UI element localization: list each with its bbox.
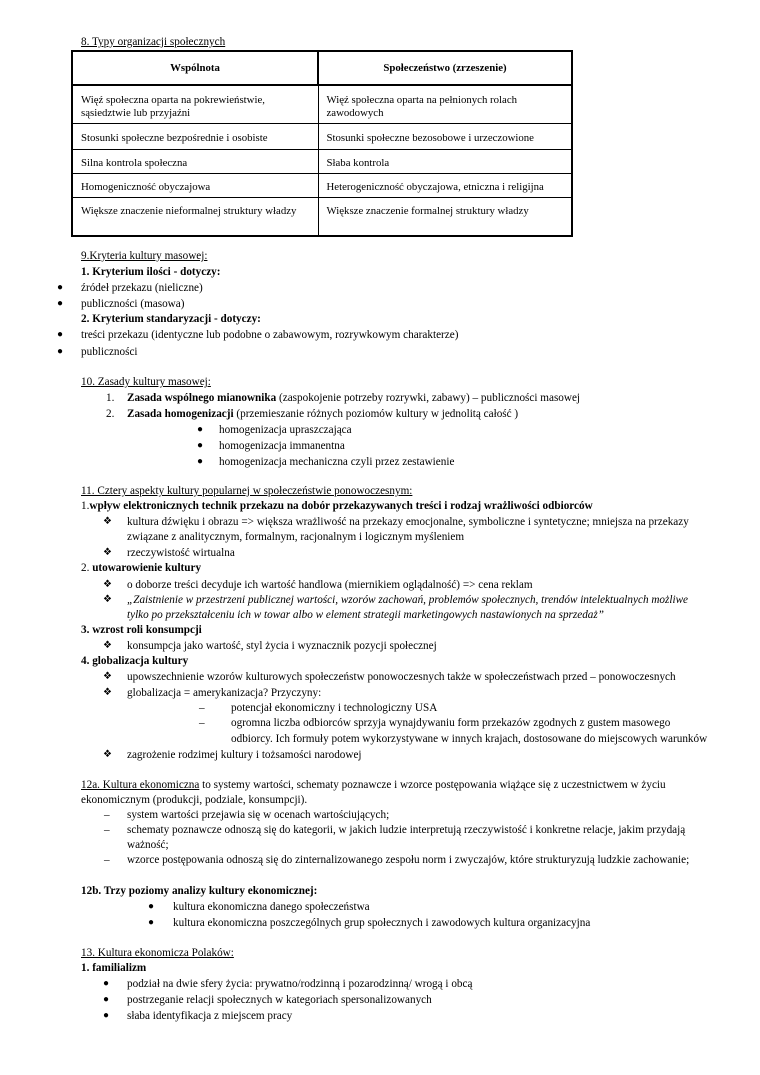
- list-item: globalizacja = amerykanizacja? Przyczyny:: [127, 687, 322, 699]
- list-item: publiczności: [81, 346, 138, 358]
- list-item: upowszechnienie wzorów kulturowych społeczeństw ponowoczesnych także w społeczeństwach przed – ponowoczesnych: [127, 671, 676, 683]
- bullet-icon: ●: [103, 1010, 110, 1021]
- list-number: 2.: [106, 408, 115, 420]
- bullet-icon: ●: [103, 994, 110, 1005]
- bullet-icon: ●: [197, 424, 204, 435]
- s12a-line-2: ekonomicznym (produkcji, podziale, konsumpcji).: [81, 794, 308, 806]
- bullet-icon: ●: [148, 917, 155, 928]
- table-cell: Stosunki społeczne bezosobowe i urzeczowione: [318, 124, 572, 150]
- list-item: kultura ekonomiczna poszczególnych grup społecznych i zawodowych kultura organizacyjna: [173, 917, 591, 929]
- table-row: [72, 198, 572, 236]
- list-number: 1.: [81, 500, 90, 512]
- s9-criterion-1: 1. Kryterium ilości - dotyczy:: [81, 266, 221, 278]
- aspect-2-text: utowarowienie kultury: [92, 562, 202, 574]
- diamond-bullet-icon: ❖: [103, 516, 112, 527]
- list-item: o doborze treści decyduje ich wartość handlowa (miernikiem oglądalność) => cena reklam: [127, 579, 533, 591]
- dash-icon: –: [199, 717, 205, 729]
- dash-icon: –: [104, 824, 110, 836]
- list-item: treści przekazu (identyczne lub podobne o zabawowym, rozrywkowym charakterze): [81, 329, 459, 341]
- bullet-icon: ●: [103, 978, 110, 989]
- table-row: [72, 150, 572, 174]
- list-item-line: odbiorcy. Ich formuły potem wykorzystywane w innych krajach, dostosowane do miejscowych warunków: [231, 733, 708, 745]
- diamond-bullet-icon: ❖: [103, 687, 112, 698]
- aspect-1: [81, 499, 593, 514]
- diamond-bullet-icon: ❖: [103, 547, 112, 558]
- quote-line: tylko po przekształceniu ich w towar albo w element strategii marketingowych nastawionych na sprzedaż”: [127, 609, 604, 621]
- list-item: system wartości przejawia się w ocenach wartościujących;: [127, 809, 390, 821]
- list-item: wzorce postępowania odnoszą się do zinternalizowanego zespołu norm i zwyczajów, które strukturyzują ludzkie zachowanie;: [127, 854, 690, 866]
- dash-icon: –: [104, 854, 110, 866]
- header-wspolnota: Wspólnota: [72, 51, 318, 85]
- table-cell: Większe znaczenie nieformalnej struktury władzy: [72, 198, 318, 236]
- table-cell: Więź społeczna oparta na pełnionych rolach zawodowych: [318, 85, 572, 124]
- aspect-1-text: wpływ elektronicznych technik przekazu na dobór przekazywanych treści i rodzaj wrażliwości odbiorców: [89, 500, 593, 512]
- list-item-line: ogromna liczba odbiorców sprzyja wynajdywaniu form przekazów zgodnych z gustem masowego: [231, 717, 671, 729]
- list-item-line: ważność;: [127, 839, 169, 851]
- list-item: homogenizacja upraszczająca: [219, 424, 352, 436]
- bullet-icon: ●: [197, 456, 204, 467]
- bullet-icon: ●: [148, 901, 155, 912]
- list-item: [127, 391, 580, 406]
- list-item: konsumpcja jako wartość, styl życia i wyznacznik pozycji społecznej: [127, 640, 437, 652]
- list-item: słaba identyfikacja z miejscem pracy: [127, 1010, 293, 1022]
- aspect-2: [81, 561, 201, 576]
- list-item: postrzeganie relacji społecznych w kategoriach spersonalizowanych: [127, 994, 432, 1006]
- bullet-icon: ●: [57, 298, 64, 309]
- s10-title: 10. Zasady kultury masowej:: [81, 376, 211, 388]
- table-cell: Silna kontrola społeczna: [72, 150, 318, 174]
- principle-name: Zasada homogenizacji: [127, 408, 234, 420]
- bullet-icon: ●: [197, 440, 204, 451]
- dash-icon: –: [104, 809, 110, 821]
- list-item-line: schematy poznawcze odnoszą się do kategorii, w jakich ludzie interpretują rzeczywistość i konkretne relacje, jakim przydają: [127, 824, 686, 836]
- table-header-row: [72, 51, 572, 85]
- principle-desc: (zaspokojenie potrzeby rozrywki, zabawy) – publiczności masowej: [276, 392, 581, 404]
- s13-title: 13. Kultura ekonomicza Polaków:: [81, 947, 234, 959]
- table-row: [72, 124, 572, 150]
- list-item: potencjał ekonomiczny i technologiczny USA: [231, 702, 438, 714]
- table-row: [72, 174, 572, 198]
- s12a-line-1: [81, 778, 666, 793]
- list-item: publiczności (masowa): [81, 298, 185, 310]
- s8-title: 8. Typy organizacji społecznych: [81, 36, 226, 48]
- s12a-def: to systemy wartości, schematy poznawcze i wzorce postępowania wiążące się z uczestnictwem w życiu: [199, 779, 666, 791]
- s12b-title: 12b. Trzy poziomy analizy kultury ekonomicznej:: [81, 885, 318, 897]
- s9-title: 9.Kryteria kultury masowej:: [81, 250, 208, 262]
- list-item-line: związane z analitycznym, formalnym, racjonalnym i logicznym myśleniem: [127, 531, 465, 543]
- s11-title: 11. Cztery aspekty kultury popularnej w społeczeństwie ponowoczesnym:: [81, 485, 413, 497]
- table-cell: Słaba kontrola: [318, 150, 572, 174]
- list-item: rzeczywistość wirtualna: [127, 547, 235, 559]
- table-cell: Większe znaczenie formalnej struktury władzy: [318, 198, 572, 236]
- header-spoleczenstwo: Społeczeństwo (zrzeszenie): [318, 51, 572, 85]
- diamond-bullet-icon: ❖: [103, 579, 112, 590]
- s9-criterion-2: 2. Kryterium standaryzacji - dotyczy:: [81, 313, 261, 325]
- table-cell: Homogeniczność obyczajowa: [72, 174, 318, 198]
- list-item-line: kultura dźwięku i obrazu => większa wrażliwość na przekazy emocjonalne, symboliczne i syntetyczne; mniejsza na przekazy: [127, 516, 689, 528]
- diamond-bullet-icon: ❖: [103, 594, 112, 605]
- diamond-bullet-icon: ❖: [103, 749, 112, 760]
- list-item: zagrożenie rodzimej kultury i tożsamości narodowej: [127, 749, 362, 761]
- principle-desc: (przemieszanie różnych poziomów kultury w jednolitą całość ): [233, 408, 519, 420]
- diamond-bullet-icon: ❖: [103, 671, 112, 682]
- list-item: homogenizacja mechaniczna czyli przez zestawienie: [219, 456, 455, 468]
- diamond-bullet-icon: ❖: [103, 640, 112, 651]
- dash-icon: –: [199, 702, 205, 714]
- s13-subtitle: 1. familializm: [81, 962, 147, 974]
- quote-line: „Zaistnienie w przestrzeni publicznej wartości, wzorów zachowań, problemów społecznych, trendów intelektualnych możliwe: [127, 594, 689, 606]
- list-number: 1.: [106, 392, 115, 404]
- list-item: [127, 407, 518, 422]
- aspect-4: 4. globalizacja kultury: [81, 655, 189, 667]
- bullet-icon: ●: [57, 346, 64, 357]
- list-item: homogenizacja immanentna: [219, 440, 345, 452]
- table-cell: Heterogeniczność obyczajowa, etniczna i religijna: [318, 174, 572, 198]
- table-cell: Stosunki społeczne bezpośrednie i osobiste: [72, 124, 318, 150]
- table-row: [72, 85, 572, 124]
- bullet-icon: ●: [57, 329, 64, 340]
- list-item: źródeł przekazu (nieliczne): [81, 282, 203, 294]
- list-item: kultura ekonomiczna danego społeczeństwa: [173, 901, 370, 913]
- s12a-title: 12a. Kultura ekonomiczna: [81, 779, 200, 791]
- aspect-3: 3. wzrost roli konsumpcji: [81, 624, 202, 636]
- org-types-table: [71, 50, 573, 237]
- principle-name: Zasada wspólnego mianownika: [127, 392, 277, 404]
- table-cell: Więź społeczna oparta na pokrewieństwie, sąsiedztwie lub przyjaźni: [72, 85, 318, 124]
- bullet-icon: ●: [57, 282, 64, 293]
- list-number: 2.: [81, 562, 90, 574]
- list-item: podział na dwie sfery życia: prywatno/rodzinną i pozarodzinną/ wrogą i obcą: [127, 978, 473, 990]
